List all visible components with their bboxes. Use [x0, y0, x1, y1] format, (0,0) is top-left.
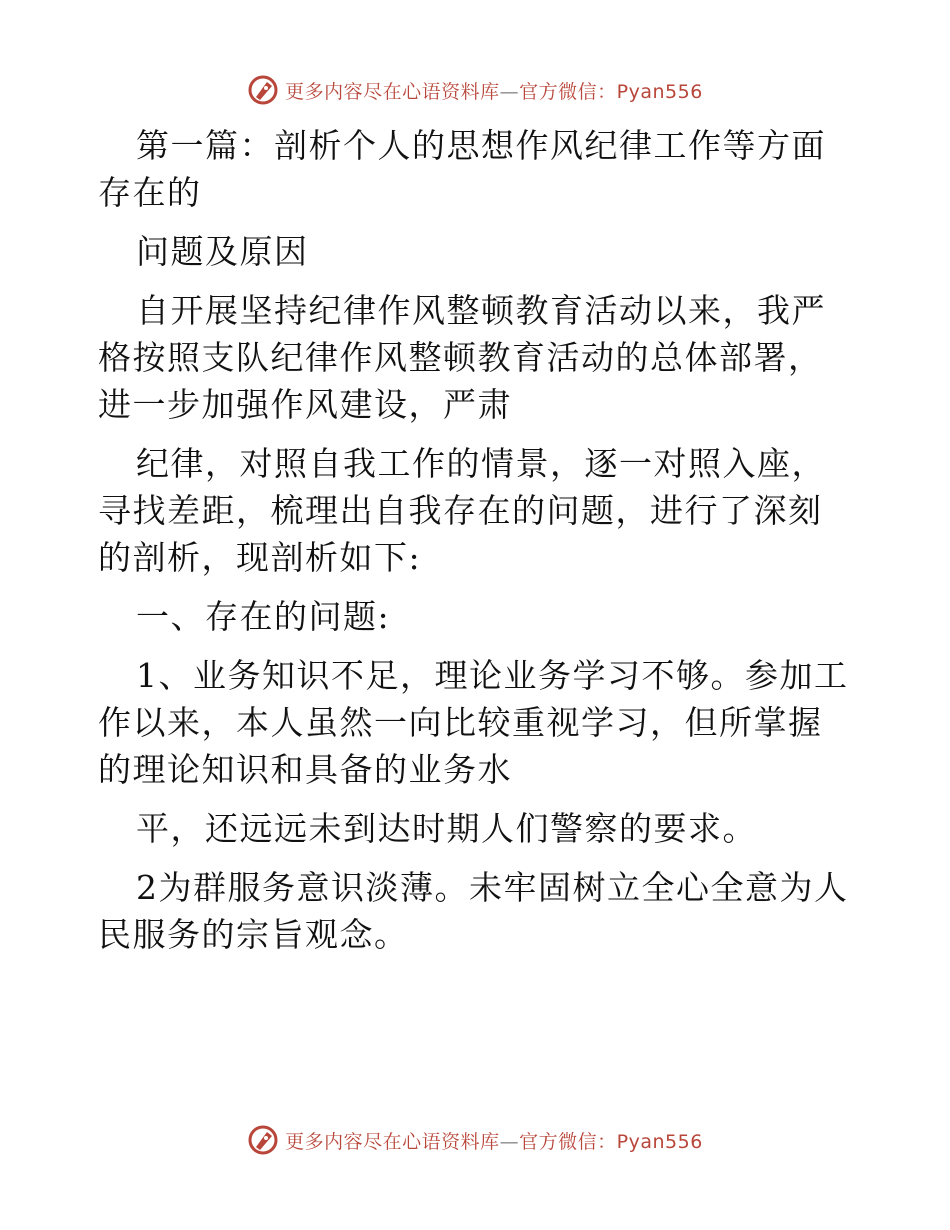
paragraph-problem-2: 2为群服务意识淡薄。未牢固树立全心全意为人民服务的宗旨观念。 [98, 868, 849, 954]
header-separator: — [499, 80, 520, 103]
document-body [98, 122, 854, 970]
pen-nib-logo-icon [247, 74, 279, 106]
paragraph-title-continued: 问题及原因 [136, 232, 309, 271]
header-banner-text [285, 77, 703, 104]
pen-nib-logo-icon [247, 1124, 279, 1156]
paragraph-intro-continued: 纪律，对照自我工作的情景，逐一对照入座，寻找差距，梳理出自我存在的问题，进行了深刻的剖析，现剖析如下: [98, 444, 826, 577]
footer-separator: — [499, 1130, 520, 1153]
header-wechat-text: 官方微信：Pyan556 [519, 80, 703, 103]
paragraph-problem-1: 1、业务知识不足，理论业务学习不够。参加工作以来，本人虽然一向比较重视学习，但所掌握的理论知识和具备的业务水 [98, 656, 849, 789]
paragraph-title: 第一篇：剖析个人的思想作风纪律工作等方面存在的 [98, 126, 826, 212]
footer-banner-text [285, 1127, 703, 1154]
section-heading-problems: 一、存在的问题: [136, 597, 391, 636]
footer-wechat-text: 官方微信：Pyan556 [519, 1130, 703, 1153]
paragraph-intro: 自开展坚持纪律作风整顿教育活动以来，我严格按照支队纪律作风整顿教育活动的总体部署，进一步加强作风建设，严肃 [98, 291, 826, 424]
footer-site-text: 更多内容尽在心语资料库 [285, 1130, 500, 1153]
paragraph-problem-1-continued: 平，还远远未到达时期人们警察的要求。 [136, 809, 757, 848]
header-site-text: 更多内容尽在心语资料库 [285, 80, 500, 103]
footer-banner [0, 1120, 950, 1160]
header-banner [0, 70, 950, 110]
